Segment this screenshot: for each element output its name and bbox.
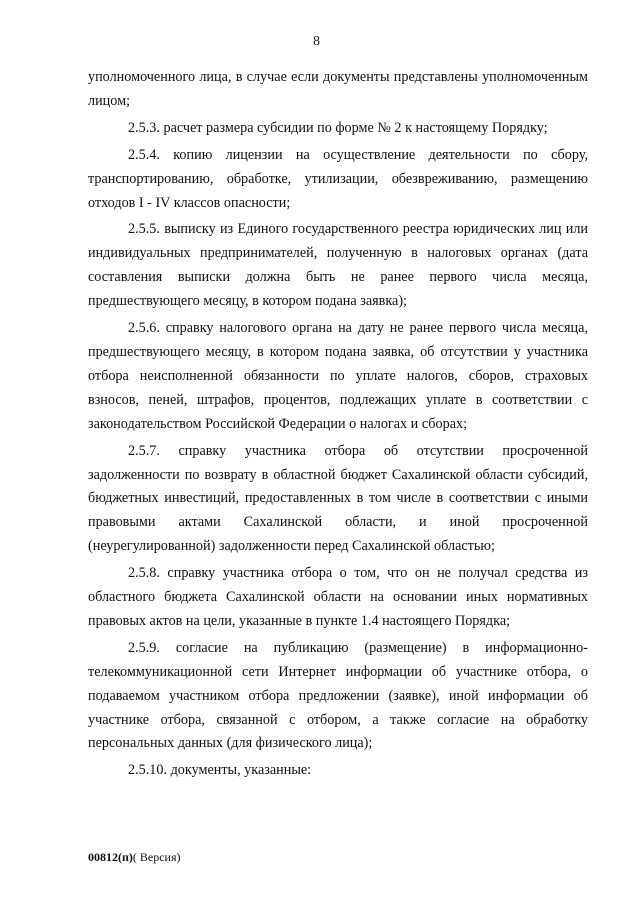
footer (88, 850, 181, 865)
paragraph-2-5-7: 2.5.7. справку участника отбора об отсутствии просроченной задолженности по возврату в областной бюджет Сахалинской области субсидий, бюджетных инвестиций, предоставленных в том числе в соответствии с иными правовыми актами Сахалинской области, и иной просроченной (неурегулированной) задолженности перед Сахалинской областью; (88, 442, 588, 555)
document-body (88, 66, 588, 783)
paragraph-2-5-5: 2.5.5. выписку из Единого государственного реестра юридических лиц или индивидуальных предпринимателей, полученную в налоговых органах (дата составления выписки должна быть не ранее первого числа месяца, предшествующего месяцу, в котором подана заявка); (88, 221, 588, 310)
paragraph-2-5-8: 2.5.8. справку участника отбора о том, что он не получал средства из областного бюджета Сахалинской области на основании иных нормативных правовых актов на цели, указанные в пункте 1.4 настоящего Порядка; (88, 565, 588, 629)
paragraph-2-5-10: 2.5.10. документы, указанные: (128, 762, 312, 779)
paragraph-2-5-4: 2.5.4. копию лицензии на осуществление деятельности по сбору, транспортированию, обработке, утилизации, обезвреживанию, размещению отходов I - IV классов опасности; (88, 146, 588, 211)
paragraph-continuation: уполномоченного лица, в случае если документы представлены уполномоченным лицом; (88, 69, 588, 109)
document-version: ( Версия) (132, 850, 181, 864)
paragraph-2-5-9: 2.5.9. согласие на публикацию (размещение) в информационно-телекоммуникационной сети Интернет информации об участнике отбора, о подаваемом участником отбора предложении (заявке), иной информации об участнике отбора, связанной с отбором, а также согласие на обработку персональных данных (для физического лица); (88, 639, 588, 752)
page-number: 8 (313, 34, 320, 49)
paragraph-2-5-6: 2.5.6. справку налогового органа на дату не ранее первого числа месяца, предшествующего месяцу, в котором подана заявка, об отсутствии у участника отбора неисполненной обязанности по уплате налогов, сборов, страховых взносов, пеней, штрафов, процентов, подлежащих уплате в соответствии с законодательством Российской Федерации о налогах и сборах; (88, 320, 588, 432)
paragraph-2-5-3: 2.5.3. расчет размера субсидии по форме № 2 к настоящему Порядку; (128, 119, 548, 136)
document-code: 00812(п) (88, 850, 133, 864)
